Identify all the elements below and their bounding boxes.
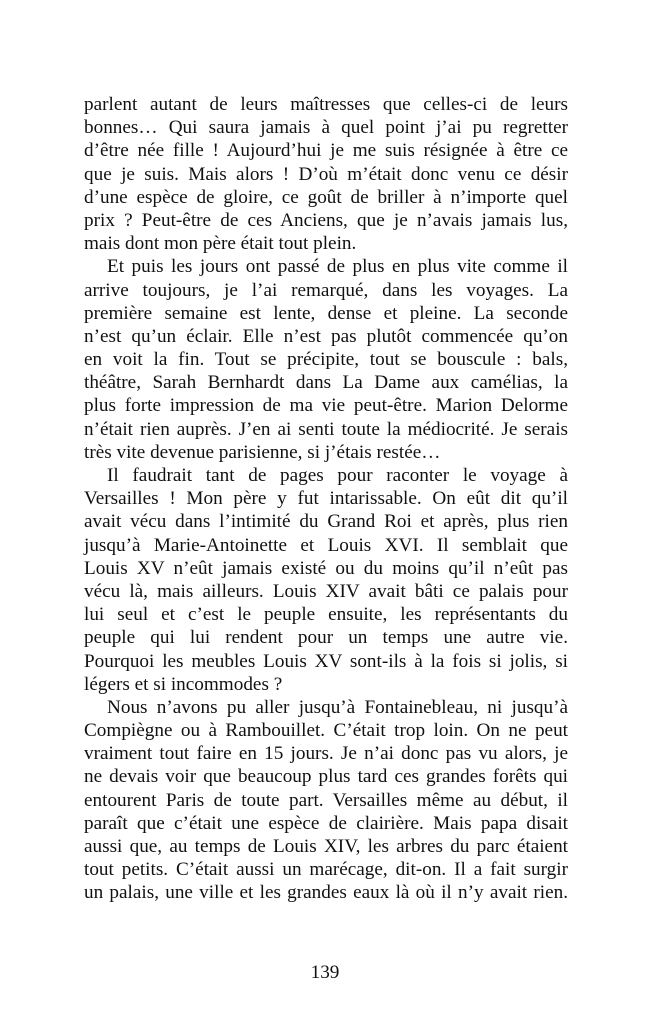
text-line: théâtre, Sarah Bernhardt dans La Dame aux camélias, la: [84, 372, 568, 394]
text-line: paraît que c’était une espèce de clairière. Mais papa disait: [84, 812, 568, 834]
text-line: parlent autant de leurs maîtresses que celles-ci de leurs: [84, 94, 568, 115]
text-line: un palais, une ville et les grandes eaux là où il n’y avait rien.: [84, 882, 568, 904]
text-line: lui seul et c’est le peuple ensuite, les représentants du: [84, 604, 568, 626]
text-line: que je suis. Mais alors ! D’où m’était donc venu ce désir: [84, 163, 568, 185]
text-line: n’est qu’un éclair. Elle n’est pas plutôt commencée qu’on: [84, 325, 568, 347]
text-line: bonnes… Qui saura jamais à quel point j’ai pu regretter: [84, 117, 568, 139]
text-line: tout petits. C’était aussi un marécage, dit-on. Il a fait surgir: [84, 859, 568, 881]
text-line: vraiment tout faire en 15 jours. Je n’ai donc pas vu alors, je: [84, 743, 568, 765]
text-line: peuple qui lui rendent pour un temps une autre vie.: [84, 627, 568, 649]
text-line: arrive toujours, je l’ai remarqué, dans les voyages. La: [84, 279, 568, 301]
text-line: vécu là, mais ailleurs. Louis XIV avait bâti ce palais pour: [84, 580, 568, 602]
text-line: d’être née fille ! Aujourd’hui je me suis résignée à être ce: [84, 140, 568, 162]
text-line: aussi que, au temps de Louis XIV, les arbres du parc étaient: [84, 836, 568, 857]
text-line: en voit la fin. Tout se précipite, tout se bouscule : bals,: [84, 349, 568, 371]
text-line: ne devais voir que beaucoup plus tard ces grandes forêts qui: [84, 766, 568, 788]
text-line: Pourquoi les meubles Louis XV sont-ils à la fois si jolis, si: [84, 650, 568, 672]
text-line: première semaine est lente, dense et pleine. La seconde: [84, 302, 568, 324]
text-line: légers et si incommodes ?: [84, 673, 283, 695]
text-line: Et puis les jours ont passé de plus en plus vite comme il: [107, 256, 568, 278]
paragraph: [84, 255, 568, 464]
text-line: Versailles ! Mon père y fut intarissable. On eût dit qu’il: [84, 488, 568, 510]
paragraph: [84, 696, 568, 905]
text-line: jusqu’à Marie-Antoinette et Louis XVI. Il semblait que: [84, 534, 568, 556]
text-line: Compiègne ou à Rambouillet. C’était trop loin. On ne peut: [84, 720, 568, 742]
text-line: n’était rien auprès. J’en ai senti toute la médiocrité. Je serais: [84, 418, 568, 440]
page-body: [84, 93, 568, 905]
paragraph: [84, 464, 568, 696]
text-line: Louis XV n’eût jamais existé ou du moins qu’il n’eût pas: [84, 557, 568, 579]
text-line: mais dont mon père était tout plein.: [84, 233, 357, 255]
text-line: Il faudrait tant de pages pour raconter le voyage à: [107, 465, 568, 486]
paragraph: [84, 93, 568, 255]
text-line: entourent Paris de toute part. Versailles même au début, il: [84, 789, 568, 811]
text-line: d’une espèce de gloire, ce goût de briller à n’importe quel: [84, 186, 568, 208]
text-line: plus forte impression de ma vie peut-être. Marion Delorme: [84, 395, 568, 417]
text-line: prix ? Peut-être de ces Anciens, que je n’avais jamais lus,: [84, 209, 568, 231]
page-number: 139: [310, 962, 340, 983]
text-line: Nous n’avons pu aller jusqu’à Fontainebleau, ni jusqu’à: [107, 696, 568, 718]
text-line: avait vécu dans l’intimité du Grand Roi et après, plus rien: [84, 511, 568, 533]
text-line: très vite devenue parisienne, si j’étais restée…: [84, 441, 441, 463]
